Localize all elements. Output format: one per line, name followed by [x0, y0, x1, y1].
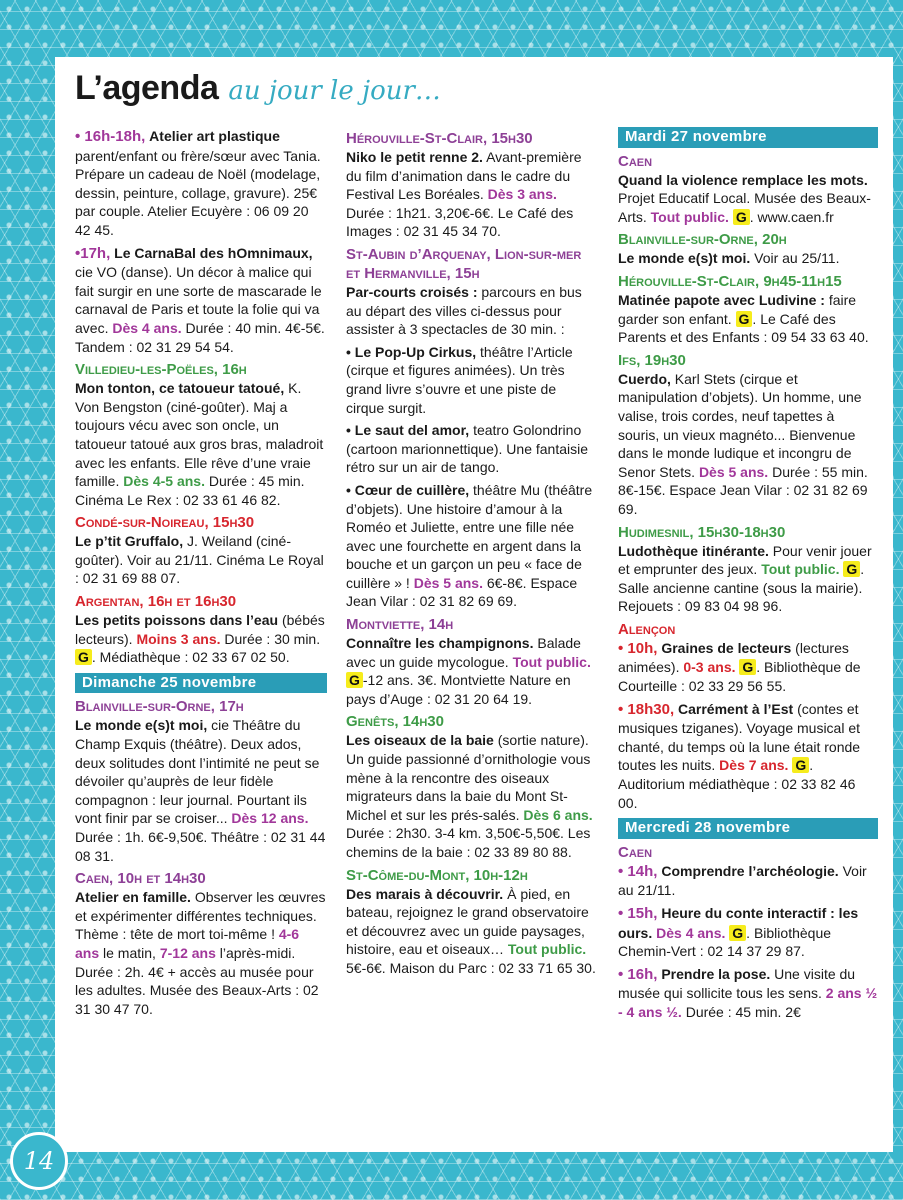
event [75, 611, 327, 667]
event-time: • 14h, [618, 862, 658, 880]
free-badge-icon: G [843, 561, 860, 577]
event-body: teatro Golondrino (cartoon marionnettique). Une fantaisie rétro sur un air de tango. [346, 422, 589, 476]
event-body: Voir au 25/11. [754, 250, 840, 267]
place-heading: Hérouville-St-Clair, 15h30 [346, 130, 533, 147]
event-title: Prendre la pose. [661, 965, 771, 982]
event-title: Les petits poissons dans l’eau [75, 612, 279, 629]
place-heading: Villedieu-les-Poëles, 16h [75, 361, 247, 379]
event-body: J. Weiland (ciné-goûter). Voir au 21/11. Cinéma Le Royal : 02 31 69 88 07. [75, 533, 324, 587]
event-body: À pied, en bateau, rejoignez le grand observatoire et découvrez avec un guide paysages, histoire, eau et oiseaux… [346, 885, 589, 958]
event [346, 731, 598, 861]
age-label: Dès 4 ans. [656, 924, 726, 941]
place-heading: Caen [618, 152, 653, 170]
event-body: faire garder son enfant. [618, 291, 857, 327]
event-title: Graines de lecteurs [661, 639, 792, 656]
event-body: Karl Stets (cirque et manipulation d’objets). Un homme, une valise, trois cordes, neuf tapettes à souris, un vieux magnéto... Bienvenue dans le monde ludique et incongru de Senor Stets. [618, 370, 862, 480]
event-body: K. Von Bengston (ciné-goûter). Maj a toujours vécu avec son oncle, un tatoueur tatoué aux gros bras, maladroit avec les enfants. Elle rêve d’une vraie famille. [75, 380, 324, 490]
event-title: Le monde e(s)t moi, [75, 717, 208, 734]
event-body: Projet Educatif Local. Musée des Beaux-Arts. [618, 190, 871, 225]
age-label: Moins 3 ans. [136, 630, 221, 647]
place-heading: Hudimesnil, 15h30-18h30 [618, 523, 786, 541]
place-heading: St-Côme-du-Mont, 10h-12h [346, 866, 528, 884]
place-heading: Ifs, 19h30 [618, 351, 686, 369]
event [75, 716, 327, 865]
event-body: (contes et musiques tziganes). Voyage musical et chanté, du temps où la lune était ronde toutes les nuits. [618, 700, 861, 774]
event [346, 148, 598, 241]
event-time: • 16h, [618, 965, 658, 983]
event-body: . Bibliothèque Chemin-Vert : 02 14 37 29 87. [618, 924, 832, 960]
age-label: Dès 12 ans. [231, 810, 309, 827]
event-body: (lectures animées). [618, 639, 849, 676]
place-heading: Hérouville-St-Clair, 9h45-11h15 [618, 272, 842, 290]
event [618, 370, 878, 519]
event-title: Carrément à l’Est [678, 700, 794, 717]
place-heading: Blainville-sur-Orne, 20h [618, 231, 787, 249]
event [618, 965, 878, 1022]
free-badge-icon: G [792, 757, 809, 773]
event-body: -12 ans. 3€. Montviette Nature en pays d’Auge : 02 31 20 64 19. [346, 672, 571, 707]
event-body: Durée : 45 min. 2€ [685, 1003, 801, 1020]
event-body: . Médiathèque : 02 33 67 02 50. [91, 649, 290, 666]
page-number: 14 [10, 1132, 68, 1190]
event-title: Cuerdo, [618, 370, 671, 387]
free-badge-icon: G [739, 659, 756, 675]
event [346, 634, 598, 708]
age-label: Tout public. [512, 653, 591, 670]
column-1 [75, 127, 327, 1022]
event [618, 700, 878, 813]
event-title: Atelier art plastique [149, 128, 280, 144]
event-title: Heure du conte interactif : les ours. [618, 905, 859, 941]
page [55, 57, 893, 1152]
event-body: l’après-midi. Durée : 2h. 4€ + accès au musée pour les adultes. Musée des Beaux-Arts : 02 31 30 47 70. [75, 944, 319, 1017]
event [618, 639, 878, 696]
event [346, 421, 598, 477]
event-body: . Salle ancienne cantine (sous la mairie). Rejouets : 09 83 04 98 96. [618, 561, 865, 615]
age-label: 4-6 ans [75, 926, 300, 961]
free-badge-icon: G [346, 672, 363, 688]
day-heading: Dimanche 25 novembre [75, 673, 327, 694]
event-title: Quand la violence remplace les mots. [618, 171, 868, 188]
age-label: 2 ans ½ - 4 ans ½. [618, 985, 878, 1020]
event-title: Le CarnaBal des hOmnimaux, [114, 244, 313, 261]
event-body: Durée : 55 min. 8€-15€. Espace Jean Vilar : 02 31 82 69 69. [618, 463, 868, 517]
event-body: Avant-première du film d’animation dans le cadre du Festival Les Boréales. [346, 149, 582, 203]
free-badge-icon: G [729, 925, 746, 941]
event-body: théâtre l’Article (cirque et figures animées). Un très grand livre s’ouvre et une piste de cirque surgit. [346, 343, 573, 416]
event [75, 888, 327, 1018]
age-label: Dès 4-5 ans. [123, 473, 205, 490]
event-title: Mon tonton, ce tatoueur tatoué, [75, 380, 285, 397]
event [346, 343, 598, 417]
event-body: cie Théâtre du Champ Exquis (théâtre). Deux ados, deux solitudes dont l’intimité ne peut se dévoiler qu’auprès de leur fidèle compagnon : leur journal. Pourtant ils vont finir par se croiser... [75, 717, 320, 827]
event-body: Une visite du musée qui sollicite tous les sens. [618, 965, 856, 1002]
event-body: Observer les œuvres et expérimenter différentes techniques. Thème : tête de mort toi-même ! [75, 889, 326, 943]
event-title: Des marais à découvrir. [346, 885, 504, 902]
column-3 [618, 127, 878, 1026]
event-body: Pour venir jouer et emprunter des jeux. [618, 542, 872, 578]
event-body: Durée : 40 min. 4€-5€. Tandem : 02 31 29 54 54. [75, 319, 325, 355]
event [346, 885, 598, 978]
place-heading: Argentan, 16h et 16h30 [75, 593, 237, 611]
event-body: . Bibliothèque de Courteille : 02 33 29 56 55. [618, 659, 861, 695]
age-label: 0-3 ans. [683, 659, 736, 676]
free-badge-icon: G [733, 209, 750, 225]
event-body: 5€-6€. Maison du Parc : 02 33 71 65 30. [346, 959, 596, 976]
event-body: Durée : 1h. 6€-9,50€. Théâtre : 02 31 44 08 31. [75, 829, 326, 864]
age-label: Dès 7 ans. [719, 757, 789, 774]
place-heading: Blainville-sur-Orne, 17h [75, 698, 244, 716]
event-body: . www.caen.fr [749, 208, 834, 225]
event-body: . Auditorium médiathèque : 02 33 82 46 00. [618, 757, 856, 811]
event [75, 532, 327, 588]
day-heading: Mercredi 28 novembre [618, 818, 878, 839]
event-title: • Le Pop-Up Cirkus, [346, 343, 477, 360]
event [75, 127, 327, 240]
event-title: Le monde e(s)t moi. [618, 250, 751, 267]
place-heading: Condé-sur-Noireau, 15h30 [75, 514, 255, 532]
event-time: • 10h, [618, 639, 658, 657]
event-body: théâtre Mu (théâtre d’objets). Une histoire d’amour à la Roméo et Juliette, entre une fille née avec une fourchette en argent dans la bouche et un garçon un peu « face de cuillère » ! [346, 481, 593, 591]
event-body: Voir au 21/11. [618, 862, 867, 899]
event-title: Atelier en famille. [75, 889, 191, 906]
event-body: . Le Café des Parents et des Enfants : 09 54 33 63 40. [618, 310, 869, 346]
event-title: Par-courts croisés : [346, 283, 478, 300]
event-body: 6€-8€. Espace Jean Vilar : 02 31 82 69 69. [346, 574, 578, 610]
event-body: parent/enfant ou frère/sœur avec Tania. Prépare un cadeau de Noël (modelage, dessin, peinture, collage, gravure). 25€ par couple. Atelier Ecuyère : 06 09 20 42 45. [75, 147, 321, 238]
event-body: Durée : 30 min. [224, 630, 321, 647]
event-title: Niko le petit renne 2. [346, 149, 483, 165]
page-title [75, 69, 441, 119]
event-title: Les oiseaux de la baie [346, 732, 494, 749]
event-body: (sortie nature). Un guide passionné d’ornithologie vous mène à la rencontre des oiseaux migrateurs dans la baie du Mont St-Michel et sur les prés-salés. [346, 732, 591, 823]
age-label: Dès 6 ans. [523, 806, 593, 823]
place-heading: Genêts, 14h30 [346, 713, 444, 731]
place-heading: Alençon [618, 620, 676, 638]
event-title: Le p’tit Gruffalo, [75, 533, 184, 550]
event-title: Connaître les champignons. [346, 635, 534, 652]
event [346, 481, 598, 611]
event [75, 244, 327, 357]
free-badge-icon: G [75, 649, 92, 665]
event [618, 249, 878, 268]
event [618, 862, 878, 900]
age-label: Tout public. [650, 208, 729, 225]
event [618, 904, 878, 961]
event-body: Durée : 2h30. 3-4 km. 3,50€-5,50€. Les chemins de la baie : 02 33 89 80 88. [346, 825, 591, 860]
age-label: 7-12 ans [159, 944, 216, 961]
event-body: le matin, [103, 944, 156, 961]
event-body: Durée : 45 min. Cinéma Le Rex : 02 33 61 46 82. [75, 473, 305, 508]
event-body: parcours en bus au départ des villes ci-dessus pour assister à 3 spectacles de 30 min. : [346, 283, 582, 338]
event-title: Ludothèque itinérante. [618, 542, 769, 559]
event-body: Durée : 1h21. 3,20€-6€. Le Café des Images : 02 31 45 34 70. [346, 204, 574, 240]
event-time: •17h, [75, 244, 111, 262]
event-time: • 15h, [618, 905, 658, 922]
age-label: Tout public. [761, 561, 840, 578]
event-title: • Cœur de cuillère, [346, 481, 470, 498]
age-label: Tout public. [507, 941, 587, 958]
event-body: Balade avec un guide mycologue. [346, 635, 581, 670]
age-label: Dès 3 ans. [487, 186, 557, 203]
title-main: L’agenda [75, 69, 219, 107]
event-body: cie VO (danse). Un décor à malice qui fait surgir en une sorte de mascarade le carnaval de Paris et toute la folie qui va avec. [75, 264, 322, 336]
place-heading: Caen [618, 843, 653, 861]
place-heading: St-Aubin d’Arquenay, Lion-sur-mer et Hermanville, 15h [346, 245, 582, 282]
event [346, 283, 598, 339]
age-label: Dès 5 ans. [413, 574, 483, 591]
day-heading: Mardi 27 novembre [618, 127, 878, 148]
event-time: • 18h30, [618, 700, 675, 718]
event [618, 542, 878, 616]
event-time: • 16h-18h, [75, 128, 146, 145]
event [618, 171, 878, 227]
event-title: Matinée papote avec Ludivine : [618, 291, 825, 308]
free-badge-icon: G [736, 311, 753, 327]
age-label: Dès 5 ans. [698, 463, 769, 480]
event-body: (bébés lecteurs). [75, 612, 325, 647]
event [618, 291, 878, 347]
event-title: • Le saut del amor, [346, 422, 470, 439]
place-heading: Caen, 10h et 14h30 [75, 870, 206, 888]
age-label: Dès 4 ans. [112, 319, 182, 336]
title-script: au jour le jour… [228, 76, 441, 106]
event-title: Comprendre l’archéologie. [661, 862, 839, 879]
event [75, 379, 327, 509]
column-2 [346, 127, 598, 982]
place-heading: Montviette, 14h [346, 616, 454, 634]
